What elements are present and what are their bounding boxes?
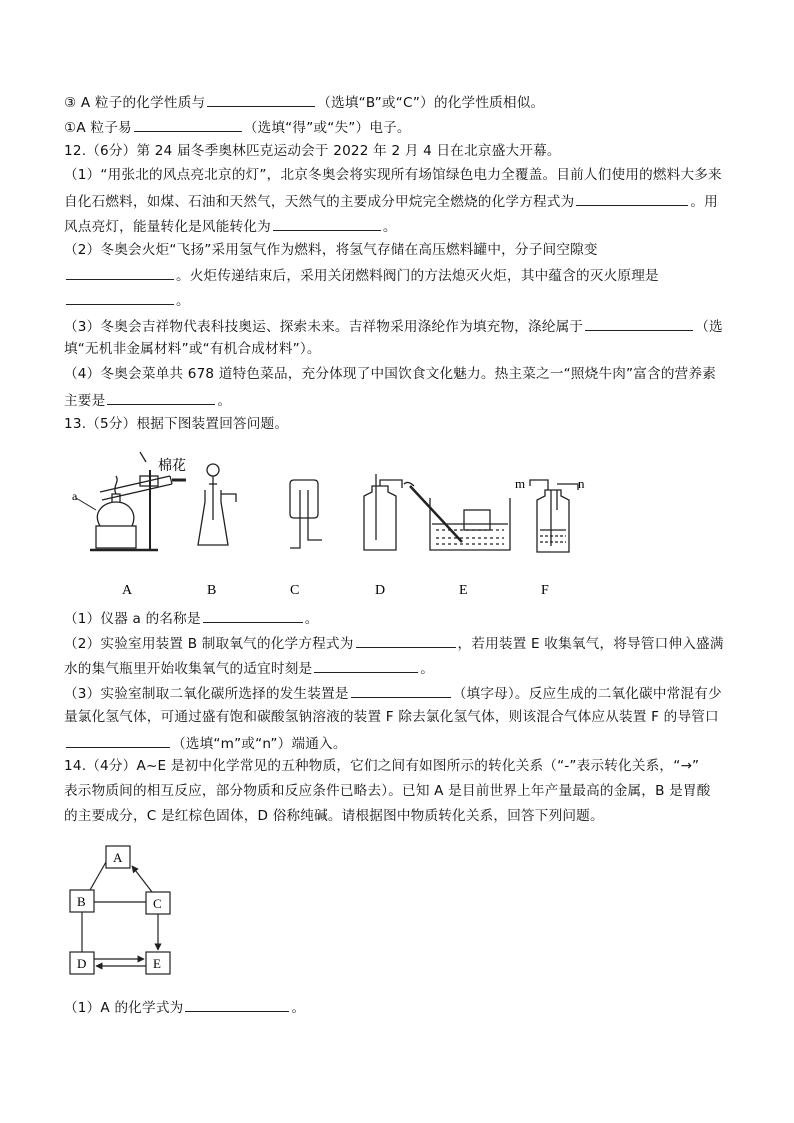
- node-e-label: E: [153, 956, 161, 971]
- text: 水的集气瓶里开始收集氧气的适宜时刻是: [64, 661, 313, 677]
- q13-heading: 13.（5分）根据下图装置回答问题。: [64, 416, 289, 432]
- answer-blank[interactable]: [356, 633, 456, 648]
- text: 。: [382, 219, 397, 235]
- q12-part4-line1: （4）冬奥会菜单共 678 道特色菜品，充分体现了中国饮食文化魅力。热主菜之一“照烧牛肉”富含的营养素: [64, 366, 717, 382]
- figure-label-a: A: [122, 583, 133, 598]
- q13-part2-line2: [64, 658, 434, 678]
- cotton-label: 棉花: [158, 459, 186, 474]
- q13-part3-line1: [64, 683, 722, 703]
- tube-m-label: m: [515, 476, 526, 491]
- text: ，若用装置 E 收集氧气，将导管口伸入盛满: [457, 636, 724, 652]
- text: 主要是: [64, 393, 106, 409]
- relation-diagram: [62, 840, 262, 985]
- text: 风点亮灯，能量转化是风能转化为: [64, 219, 271, 235]
- q14-part1: [64, 997, 305, 1017]
- text: 。火炬传递结束后，采用关闭燃料阀门的方法熄灭火炬，其中蕴含的灭火原理是: [176, 268, 659, 284]
- node-b-label: B: [77, 894, 86, 909]
- figure-label-e: E: [459, 583, 468, 598]
- text: 。: [304, 611, 319, 627]
- apparatus-c: [290, 480, 322, 548]
- edge-c-a: [132, 866, 152, 892]
- q12-part4-line2: [64, 390, 231, 410]
- q11-line-4: [64, 117, 411, 137]
- apparatus-f: [530, 480, 578, 552]
- text: （2）实验室用装置 B 制取氧气的化学方程式为: [64, 636, 354, 652]
- answer-blank[interactable]: [273, 216, 381, 231]
- q12-part3-line2: 填“无机非金属材料”或“有机合成材料”）。: [64, 341, 321, 357]
- q13-part1: [64, 608, 319, 628]
- text: （选: [695, 319, 723, 335]
- text: ③ A 粒子的化学性质与: [64, 95, 206, 111]
- text: （1）仪器 a 的名称是: [64, 611, 201, 627]
- text: （选填“得”或“失”）电子。: [243, 120, 411, 136]
- answer-blank[interactable]: [314, 658, 418, 673]
- text: 自化石燃料，如煤、石油和天然气，天然气的主要成分甲烷完全燃烧的化学方程式为: [64, 194, 575, 210]
- q13-part3-line3: [64, 733, 347, 753]
- q12-heading: 12.（6分）第 24 届冬季奥林匹克运动会于 2022 年 2 月 4 日在北京盛大开幕。: [64, 143, 561, 159]
- answer-blank[interactable]: [185, 997, 289, 1012]
- node-d-label: D: [77, 956, 87, 971]
- edge-a-b: [90, 862, 106, 890]
- q12-part2-line3: [64, 290, 190, 310]
- text: （1）A 的化学式为: [64, 1000, 184, 1016]
- node-a-label: A: [113, 850, 123, 865]
- apparatus-b: [198, 464, 236, 545]
- apparatus-d: [364, 474, 402, 550]
- figure-label-c: C: [290, 583, 300, 598]
- q12-part1-line3: [64, 216, 397, 236]
- text: （3）冬奥会吉祥物代表科技奥运、探索未来。吉祥物采用涤纶作为填充物，涤纶属于: [64, 319, 584, 335]
- answer-blank[interactable]: [351, 683, 451, 698]
- figure-label-b: B: [207, 583, 217, 598]
- answer-blank[interactable]: [134, 117, 242, 132]
- text: ①A 粒子易: [64, 120, 132, 136]
- answer-blank[interactable]: [207, 92, 315, 107]
- answer-blank[interactable]: [585, 316, 693, 331]
- q12-part2-line1: （2）冬奥会火炬“飞扬”采用氢气作为燃料，将氢气存储在高压燃料罐中，分子间空隙变: [64, 242, 598, 258]
- text: （3）实验室制取二氧化碳所选择的发生装置是: [64, 686, 349, 702]
- figure-label-d: D: [375, 583, 386, 598]
- text: 。: [291, 1000, 306, 1016]
- q12-part1-line1: （1）“用张北的风点亮北京的灯”，北京冬奥会将实现所有场馆绿色电力全覆盖。目前人们使用的燃料大多来: [64, 167, 722, 183]
- text: （选填“m”或“n”）端通入。: [172, 736, 347, 752]
- answer-blank[interactable]: [66, 290, 174, 305]
- q13-part2-line1: [64, 633, 724, 653]
- q12-part1-line2: [64, 191, 718, 211]
- node-c-label: C: [153, 896, 162, 911]
- q13-part3-line2: 量氯化氢气体，可通过盛有饱和碳酸氢钠溶液的装置 F 除去氯化氢气体，则该混合气体应从装置 F 的导管口: [64, 709, 719, 725]
- answer-blank[interactable]: [66, 733, 170, 748]
- answer-blank[interactable]: [66, 265, 174, 280]
- answer-blank[interactable]: [576, 191, 688, 206]
- apparatus-figure: [0, 440, 794, 610]
- tube-n-label: n: [578, 476, 585, 491]
- figure-label-f: F: [541, 583, 549, 598]
- q14-line-3: 的主要成分，C 是红棕色固体，D 俗称纯碱。请根据图中物质转化关系，回答下列问题。: [64, 808, 604, 824]
- text: 。: [217, 393, 232, 409]
- q14-heading: 14.（4分）A~E 是初中化学常见的五种物质，它们之间有如图所示的转化关系（“-”表示转化关系，“→”: [64, 758, 700, 774]
- text: （选填“B”或“C”）的化学性质相似。: [317, 95, 545, 111]
- q12-part2-line2: [64, 265, 659, 285]
- text: 。: [176, 293, 190, 309]
- q12-part3-line1: [64, 316, 723, 336]
- instrument-a-label: a: [72, 489, 78, 503]
- apparatus-e: [404, 482, 510, 550]
- answer-blank[interactable]: [107, 390, 215, 405]
- q11-line-3: [64, 92, 544, 112]
- text: 。用: [690, 194, 718, 210]
- text: 。: [420, 661, 435, 677]
- text: （填字母）。反应生成的二氧化碳中常混有少: [452, 686, 722, 702]
- answer-blank[interactable]: [203, 608, 303, 623]
- q14-line-2: 表示物质间的相互反应，部分物质和反应条件已略去）。已知 A 是目前世界上年产量最高的金属，B 是胃酸: [64, 783, 711, 799]
